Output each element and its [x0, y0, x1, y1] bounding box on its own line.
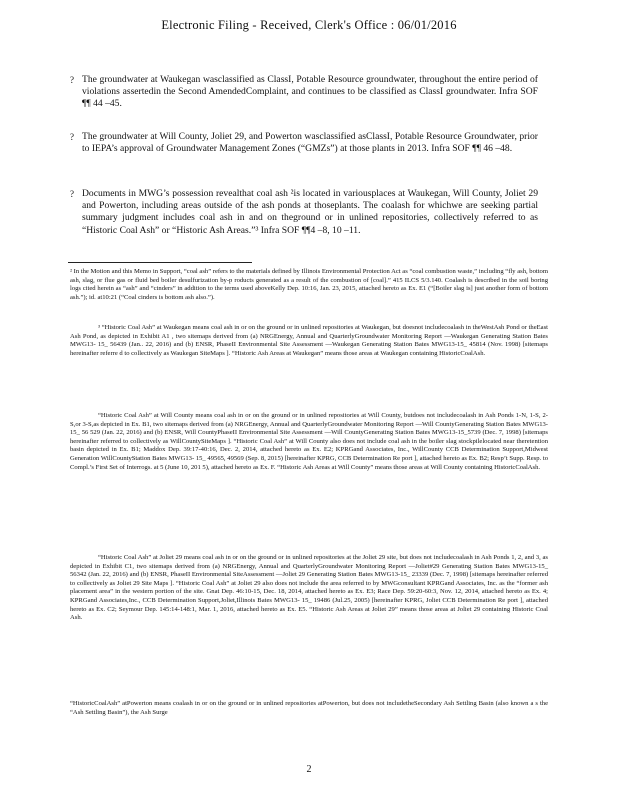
footnote-text: “Historic Coal Ash” at Will County means coal ash in or on the ground or in unlined repositories at Will County, butdoes not includecoalash in Ash Ponds 1-N, 1-S, 2-S,or 3-S,as depicted in Ex. B1, two sitemaps derived from (a) NRGEnergy, Annual and QuarterlyGroundwater Monitoring Report —Will CountyGenerating Station Bates MWG13- 15_ 56 529 (Jan. 22, 2016) and (b) ENSR, Will CountyPhaseII Environmental Site Assessment —Will CountyGenerating Station Bates MWG13-15_5739 (Dec. 7, 1998) [sitemaps hereinafter referred to collectively as WillCountySiteMaps ]. “Historic Coal Ash” at Will County also does not include coal ash in the boiler slag stockpilelocated near theretention basin depicted in Ex. B1; Maddox Dep. 39:17-40:16, Dec. 2, 2014, attached hereto as Ex. E2; KPRGand Associates, Inc., WillCounty CCB Determination Support,Midwest Generation WillCountyStation Bates MWG13- 15_ 49565, 49569 (Sep. 8, 2015) [hereinafter KPRG, CCB Determination Re port ], attached hereto as Ex. B2; Resp’t Supp. Resp. to Compl.’s First Set of Interrogs. at 5 (June 10, 201 5), attached hereto as Ex. F. “Historic Ash Areas at Will County” means those areas at Will County containing HistoricCoalAsh.: [70, 412, 548, 471]
bullet-coal-ash-documents: [70, 188, 538, 237]
footnote-text: ² In the Motion and this Memo in Support, “coal ash” refers to the materials defined by Illinois Environmental Protection Act as “coal combustion waste,” including “fly ash, bottom ash, slag, or flue gas or fluid bed boiler desulfurization by-p roducts generated as a result of the combustion of [coal].” 415 ILCS 5/3.140. Coalash is described in the soil boring logs cited herein as “ash” and “cinders” in addition to the terms used aboveKelly Dep. 10:16, Jan. 23, 2015, attached hereto as Ex. E1 (“[Boiler slag is] just another form of bottom ash.”); id. at10:21 (“Coal cinders is bottom ash also.”).: [70, 268, 548, 301]
footnote-text: “HistoricCoalAsh” atPowerton means coalash in or on the ground or in unlined repositories atPowerton, but does not includetheSecondary Ash Settling Basin (also known a s the “Ash Settling Basin”), the Ash Surge: [70, 700, 548, 716]
footnote-coal-ash-definition: [70, 268, 548, 302]
footnote-powerton: [70, 700, 548, 717]
bullet-text: Documents in MWG’s possession revealthat coal ash ²is located in variousplaces at Waukegan, Will County, Joliet 29 and Powerton, including areas outside of the ash ponds at thoseplants. The coalash for whichwe are seeking partial summary judgment includes coal ash in and on theground or in unlined repositories, collectively referred to as “Historic Coal Ash” or “Historic Ash Areas.”³ Infra SOF ¶¶4 –8, 10 –11.: [82, 188, 538, 236]
footnote-waukegan: [70, 324, 548, 358]
footnote-joliet-29: [70, 554, 548, 623]
bullet-marker: ?: [70, 132, 74, 142]
footnote-text: ³ “Historic Coal Ash” at Waukegan means coal ash in or on the ground or in unlined repositories at Waukegan, but doesnot includecoalash in theWestAsh Pond or theEast Ash Pond, as depicted in Exhibit A1 , two sitemaps derived from (a) NRGEnergy, Annual and QuarterlyGroundwater Monitoring Report —Waukegan Generating Station Bates MWG13- 15_ 56439 (Jan.. 22, 2016) and (b) ENSR, PhaseII Environmental Site Assessment —Waukegan Generating Station Bates MWG13-15_ 45814 (Nov. 1998) [sitemaps hereinafter referre d to collectively as Waukegan SiteMaps ]. “Historic Ash Areas at Waukegan” means those areas at Waukegan containing HistoricCoalAsh.: [70, 324, 548, 357]
bullet-text: The groundwater at Will County, Joliet 29, and Powerton wasclassified asClassI, Potable Resource Groundwater, prior to IEPA’s approval of Groundwater Management Zones (“GMZs”) at those plants in 2013. Infra SOF ¶¶ 46 –48.: [82, 131, 538, 155]
bullet-groundwater-waukegan: [70, 74, 538, 111]
bullet-text: The groundwater at Waukegan wasclassified as ClassI, Potable Resource groundwater, throughout the entire period of violations assertedin the Second AmendedComplaint, and continues to be classified as ClassI groundwater. Infra SOF ¶¶ 44 –45.: [82, 74, 538, 110]
filing-header: Electronic Filing - Received, Clerk's Office : 06/01/2016: [161, 18, 457, 32]
bullet-marker: ?: [70, 75, 74, 85]
bullet-marker: ?: [70, 189, 74, 199]
footnote-will-county: [70, 412, 548, 472]
page-number: 2: [306, 764, 312, 775]
bullet-groundwater-other-plants: [70, 131, 538, 155]
footnote-text: “Historic Coal Ash” at Joliet 29 means coal ash in or on the ground or in unlined repositories at the Joliet 29 site, but does not includecoalash in Ash Ponds 1, 2, and 3, as depicted in Exhibit C1, two sitemaps derived from (a) NRGEnergy, Annual and QuarterlyGroundwater Monitoring Report —Joliet#29 Generating Station Bates MWG13-15_ 56342 (Jan. 22, 2016) and (b) ENSR, PhaseII Environmental SiteAssessment —Joliet 29 Generating Station Bates MWG13-15_ 23339 (Dec. 7, 1998) [sitemaps hereinafter referred to collectively as Joliet 29 Site Maps ]. “Historic Coal Ash” at Joliet 29 also does not include the area referred to by MWGconsultant KPRGand Associates, Inc. as the “former ash placement area” in the western portion of the site. Gnat Dep. 46:10-15, Dec. 18, 2014, attached hereto as Ex. E3; Race Dep. 59:20-60:3, Nov. 12, 2014, attached hereto as Ex. 4; KPRGand Associates,Inc., CCB Determination Support,Joliet,Illinois Bates MWG13- 15_ 19486 (Jul.25, 2005) [hereinafter KPRG, Joliet CCB Determination Re port ], attached hereto as Ex. C2; Seymour Dep. 145:14-148:1, Mar. 1, 2016, attached hereto as Ex. E5. “Historic Ash Areas at Joliet 29” means those areas at Joliet 29 containing Historic Coal Ash.: [70, 554, 548, 622]
footnote-divider: [68, 262, 252, 263]
